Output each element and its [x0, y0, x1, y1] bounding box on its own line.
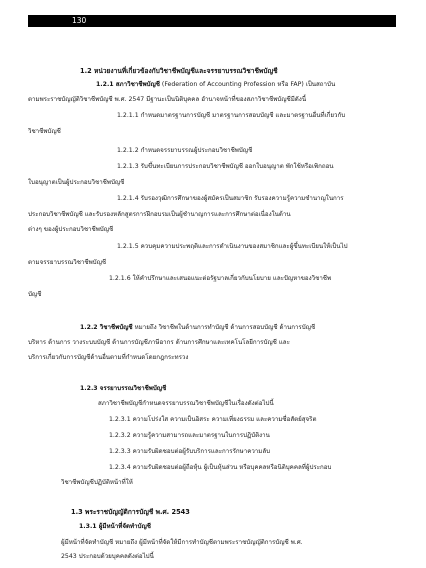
- section-1-2-1-lead: (Federation of Accounting Profession หรือ FAP) เป็นสถาบัน: [159, 81, 336, 88]
- section-1-3-1-heading: 1.3.1 ผู้มีหน้าที่จัดทำบัญชี: [79, 523, 151, 530]
- list-item-1-2-1-4: 1.2.1.4 รับรองวุฒิการศึกษาของผู้สมัครเป็นสมาชิก รับรองความรู้ความชำนาญในการ: [117, 195, 344, 202]
- list-item-1-2-1-5-cont: ตามจรรยาบรรณวิชาชีพบัญชี: [28, 259, 107, 266]
- list-item-1-2-3-1: 1.2.3.1 ความโปร่งใส ความเป็นอิสระ ความเที่ยงธรรม และความซื่อสัตย์สุจริต: [109, 416, 317, 423]
- section-1-2-3-heading: 1.2.3 จรรยาบรรณวิชาชีพบัญชี: [80, 385, 167, 392]
- page-header-bar: [28, 15, 396, 27]
- section-1-2-2-lead: หมายถึง วิชาชีพในด้านการทำบัญชี ด้านการสอบบัญชี ด้านการบัญชี: [132, 324, 316, 331]
- list-item-1-2-1-2: 1.2.1.2 กำหนดจรรยาบรรณผู้ประกอบวิชาชีพบัญชี: [117, 147, 253, 154]
- list-item-1-2-1-4-cont: ประกอบวิชาชีพบัญชี และรับรองหลักสูตรการฝึกอบรมเป็นผู้ชำนาญการและการศึกษาต่อเนื่องในด้าน: [28, 211, 291, 218]
- list-item-1-2-3-3: 1.2.3.3 ความรับผิดชอบต่อผู้รับบริการและการรักษาความลับ: [109, 448, 271, 455]
- paragraph-line: ตามพระราชบัญญัติวิชาชีพบัญชี พ.ศ. 2547 มีฐานะเป็นนิติบุคคล อำนาจหน้าที่ของสภาวิชาชีพบัญชีมีดังนี้: [28, 96, 307, 103]
- list-item-1-2-1-1-cont: วิชาชีพบัญชี: [28, 128, 61, 135]
- list-item-1-2-3-2: 1.2.3.2 ความรู้ความสามารถและมาตรฐานในการปฏิบัติงาน: [109, 432, 270, 439]
- list-item-1-2-1-3: 1.2.1.3 รับขึ้นทะเบียนการประกอบวิชาชีพบัญชี ออกใบอนุญาต พักใช้หรือเพิกถอน: [117, 163, 334, 170]
- page-number: 130: [72, 16, 87, 25]
- section-1-2-2-heading: 1.2.2 วิชาชีพบัญชี: [80, 324, 133, 331]
- section-1-2-1-line: [96, 80, 335, 90]
- paragraph-line: บริการเกี่ยวกับการบัญชีด้านอื่นตามที่กำหนดโดยกฎกระทรวง: [28, 354, 189, 361]
- paragraph-line: สภาวิชาชีพบัญชีกำหนดจรรยาบรรณวิชาชีพบัญชีในเรื่องดังต่อไปนี้: [98, 400, 274, 407]
- list-item-1-2-1-3-cont: ใบอนุญาตเป็นผู้ประกอบวิชาชีพบัญชี: [28, 179, 125, 186]
- list-item-1-2-1-1: 1.2.1.1 กำหนดมาตรฐานการบัญชี มาตรฐานการสอบบัญชี และมาตรฐานอื่นที่เกี่ยวกับ: [117, 112, 346, 119]
- paragraph-line: 2543 ประกอบด้วยบุคคลดังต่อไปนี้: [61, 553, 154, 560]
- section-1-2-heading: 1.2 หน่วยงานที่เกี่ยวข้องกับวิชาชีพบัญชีและจรรยาบรรณวิชาชีพบัญชี: [80, 67, 278, 75]
- section-1-2-2-line: [80, 323, 315, 333]
- paragraph-line: ผู้มีหน้าที่จัดทำบัญชี หมายถึง ผู้มีหน้าที่จัดให้มีการทำบัญชีตามพระราชบัญญัติการบัญชี พ.ศ.: [61, 539, 303, 546]
- section-1-2-1-heading: 1.2.1 สภาวิชาชีพบัญชี: [96, 81, 160, 88]
- list-item-1-2-3-4: 1.2.3.4 ความรับผิดชอบต่อผู้ถือหุ้น ผู้เป็นหุ้นส่วน หรือบุคคลหรือนิติบุคคลที่ผู้ประกอบ: [109, 464, 332, 471]
- list-item-1-2-3-4-cont: วิชาชีพบัญชีปฏิบัติหน้าที่ให้: [61, 479, 133, 486]
- list-item-1-2-1-4-cont: ต่างๆ ของผู้ประกอบวิชาชีพบัญชี: [28, 226, 114, 233]
- paragraph-line: บริหาร ด้านการ วางระบบบัญชี ด้านการบัญชีภาษีอากร ด้านการศึกษาและเทคโนโลยีการบัญชี และ: [28, 339, 290, 346]
- section-1-3-heading: 1.3 พระราชบัญญัติการบัญชี พ.ศ. 2543: [71, 508, 190, 516]
- list-item-1-2-1-6-cont: บัญชี: [28, 291, 42, 298]
- list-item-1-2-1-6: 1.2.1.6 ให้คำปรึกษาและเสนอแนะต่อรัฐบาลเกี่ยวกับนโยบาย และปัญหาของวิชาชีพ: [109, 275, 332, 282]
- list-item-1-2-1-5: 1.2.1.5 ควบคุมความประพฤติและการดำเนินงานของสมาชิกและผู้ขึ้นทะเบียนให้เป็นไป: [117, 243, 348, 250]
